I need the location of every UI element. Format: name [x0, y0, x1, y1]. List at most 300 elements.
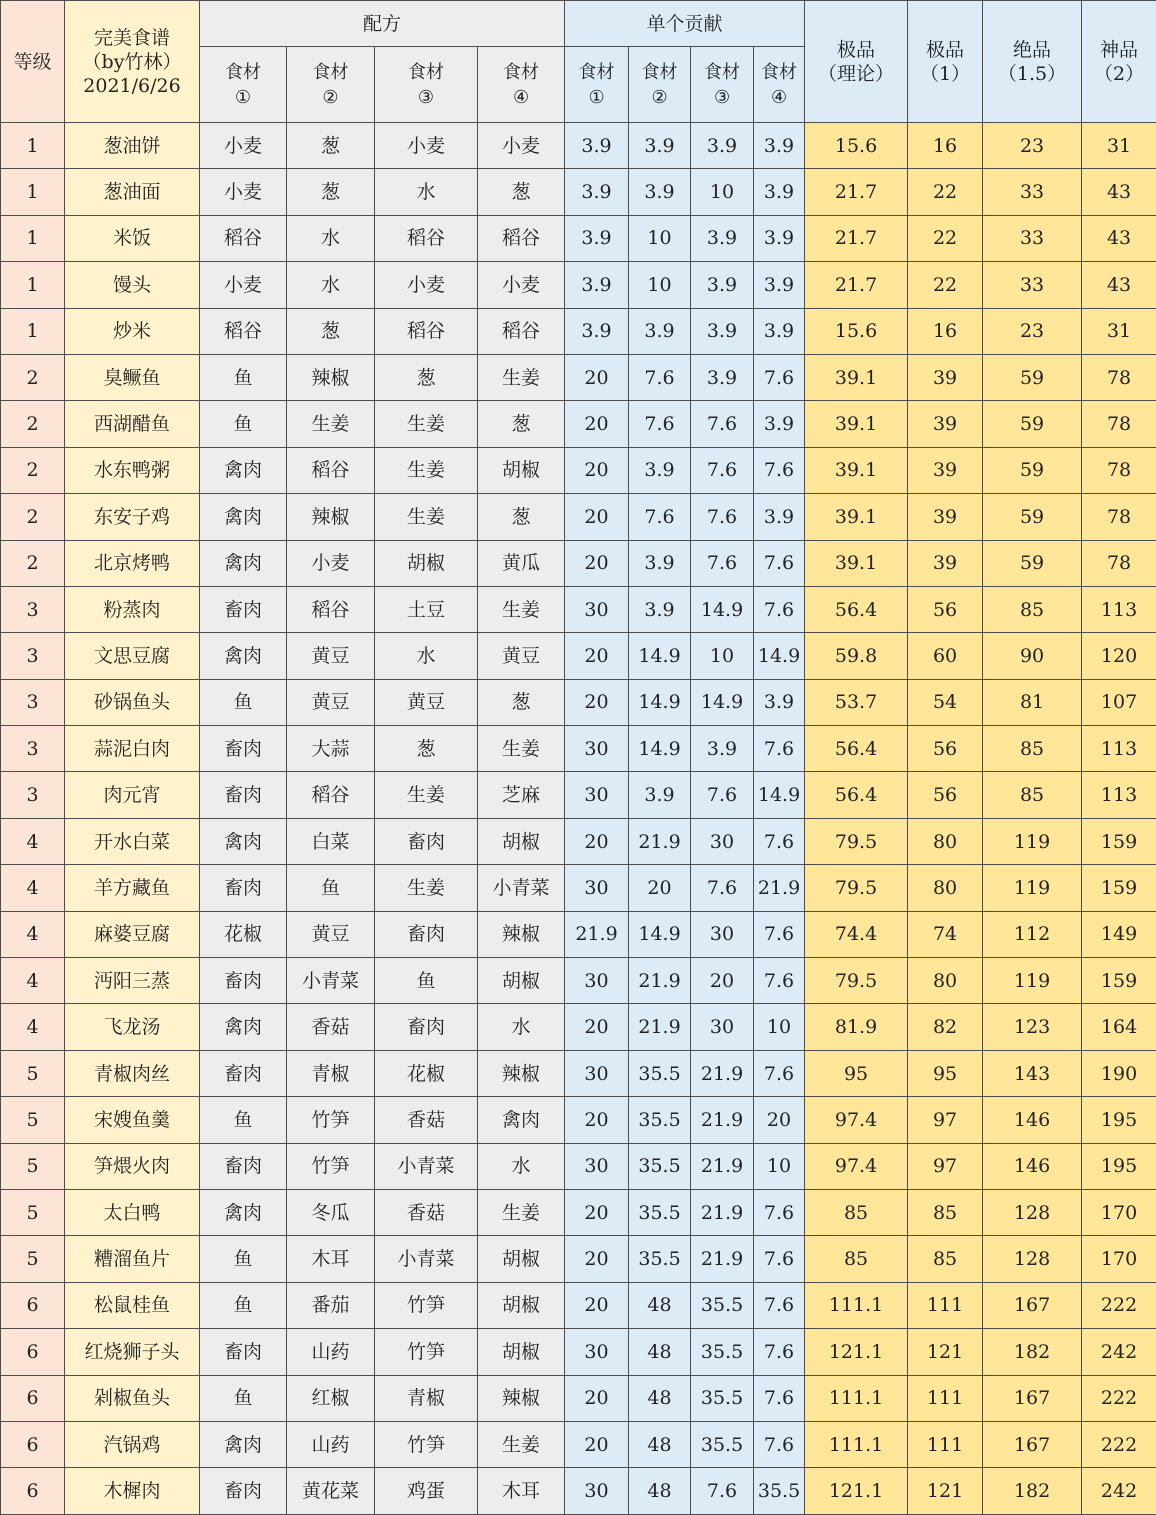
ingredient-cell: 花椒	[375, 1050, 478, 1096]
contrib-cell: 20	[565, 1004, 629, 1050]
score-1-cell: 60	[908, 633, 983, 679]
contrib-cell: 7.6	[629, 354, 691, 400]
contrib-cell: 14.9	[629, 726, 691, 772]
score-theory-cell: 39.1	[805, 494, 908, 540]
contrib-cell: 30	[691, 1004, 754, 1050]
contrib-cell: 7.6	[629, 401, 691, 447]
contrib-col-header: 食材 ③	[691, 47, 754, 123]
contrib-cell: 3.9	[754, 494, 805, 540]
score-theory-cell: 85	[805, 1236, 908, 1282]
contrib-cell: 20	[565, 1189, 629, 1235]
ingredient-cell: 大蒜	[287, 726, 375, 772]
table-row	[1, 1143, 1156, 1189]
score-1-5-cell: 128	[983, 1236, 1082, 1282]
score-2-cell: 170	[1082, 1236, 1156, 1282]
level-cell: 2	[1, 447, 65, 493]
table-row	[1, 494, 1156, 540]
contrib-cell: 7.6	[754, 354, 805, 400]
dish-name-cell: 羊方藏鱼	[65, 865, 200, 911]
contrib-col-header: 食材 ②	[629, 47, 691, 123]
score-1-cell: 74	[908, 911, 983, 957]
contrib-cell: 30	[565, 958, 629, 1004]
ingredient-cell: 鱼	[200, 679, 287, 725]
ingredient-cell: 竹笋	[287, 1143, 375, 1189]
contrib-cell: 7.6	[754, 1282, 805, 1328]
contrib-cell: 35.5	[629, 1097, 691, 1143]
ingredient-cell: 辣椒	[287, 354, 375, 400]
score-1-5-cell: 33	[983, 262, 1082, 308]
table-row	[1, 308, 1156, 354]
contrib-cell: 20	[565, 447, 629, 493]
level-cell: 6	[1, 1375, 65, 1421]
ingredient-cell: 生姜	[478, 586, 565, 632]
ingredient-cell: 生姜	[287, 401, 375, 447]
score-1-cell: 16	[908, 308, 983, 354]
contrib-cell: 3.9	[691, 123, 754, 169]
score-1-5-cell: 33	[983, 215, 1082, 261]
level-cell: 1	[1, 308, 65, 354]
ingredient-cell: 生姜	[478, 1421, 565, 1467]
ingredient-cell: 胡椒	[478, 447, 565, 493]
ingredient-cell: 禽肉	[200, 633, 287, 679]
ingredient-cell: 小麦	[478, 262, 565, 308]
ingredient-cell: 禽肉	[200, 540, 287, 586]
level-cell: 3	[1, 633, 65, 679]
level-cell: 5	[1, 1097, 65, 1143]
ingredient-cell: 黄花菜	[287, 1468, 375, 1514]
dish-name-cell: 宋嫂鱼羹	[65, 1097, 200, 1143]
ingredient-cell: 白菜	[287, 818, 375, 864]
score-theory-cell: 21.7	[805, 262, 908, 308]
level-cell: 6	[1, 1421, 65, 1467]
contrib-cell: 7.6	[754, 726, 805, 772]
table-row	[1, 865, 1156, 911]
score-1-cell: 85	[908, 1236, 983, 1282]
score-2-cell: 120	[1082, 633, 1156, 679]
dish-name-cell: 红烧狮子头	[65, 1329, 200, 1375]
score-1-cell: 39	[908, 447, 983, 493]
table-row	[1, 1421, 1156, 1467]
score-1-5-cell: 167	[983, 1375, 1082, 1421]
title-line: 2021/6/26	[65, 74, 199, 98]
contrib-cell: 20	[565, 1282, 629, 1328]
contrib-cell: 35.5	[691, 1375, 754, 1421]
level-cell: 5	[1, 1143, 65, 1189]
ingredient-cell: 畜肉	[200, 586, 287, 632]
score-1-5-cell: 85	[983, 772, 1082, 818]
contrib-cell: 30	[565, 586, 629, 632]
contrib-cell: 7.6	[754, 1421, 805, 1467]
score-2-cell: 113	[1082, 772, 1156, 818]
contrib-cell: 14.9	[754, 633, 805, 679]
contrib-cell: 35.5	[691, 1282, 754, 1328]
ingredient-cell: 小麦	[200, 123, 287, 169]
contrib-cell: 20	[565, 401, 629, 447]
ingredient-cell: 竹笋	[375, 1282, 478, 1328]
score-theory-cell: 15.6	[805, 308, 908, 354]
ingredient-cell: 畜肉	[375, 818, 478, 864]
score-1-5-cell: 146	[983, 1143, 1082, 1189]
score-theory-cell: 56.4	[805, 726, 908, 772]
contrib-cell: 21.9	[629, 958, 691, 1004]
ingredient-cell: 黄豆	[375, 679, 478, 725]
contrib-cell: 14.9	[629, 911, 691, 957]
ingredient-cell: 黄豆	[287, 911, 375, 957]
score-1-cell: 39	[908, 540, 983, 586]
ingredient-cell: 芝麻	[478, 772, 565, 818]
level-cell: 5	[1, 1050, 65, 1096]
score-1-cell: 111	[908, 1282, 983, 1328]
score-header-1	[908, 1, 983, 123]
table-row	[1, 540, 1156, 586]
score-theory-cell: 81.9	[805, 1004, 908, 1050]
contrib-cell: 3.9	[629, 772, 691, 818]
score-1-cell: 85	[908, 1189, 983, 1235]
contrib-group-header: 单个贡献	[565, 1, 805, 47]
score-1-5-cell: 128	[983, 1189, 1082, 1235]
ingredient-cell: 稻谷	[200, 308, 287, 354]
dish-name-cell: 西湖醋鱼	[65, 401, 200, 447]
score-1-5-cell: 90	[983, 633, 1082, 679]
score-2-cell: 113	[1082, 726, 1156, 772]
contrib-cell: 30	[565, 1329, 629, 1375]
score-2-cell: 242	[1082, 1329, 1156, 1375]
contrib-cell: 30	[565, 1143, 629, 1189]
score-1-5-cell: 119	[983, 865, 1082, 911]
score-1-cell: 97	[908, 1143, 983, 1189]
contrib-cell: 3.9	[754, 679, 805, 725]
contrib-cell: 3.9	[629, 447, 691, 493]
contrib-cell: 3.9	[754, 123, 805, 169]
dish-name-cell: 沔阳三蒸	[65, 958, 200, 1004]
score-theory-cell: 39.1	[805, 447, 908, 493]
dish-name-cell: 砂锅鱼头	[65, 679, 200, 725]
dish-name-cell: 青椒肉丝	[65, 1050, 200, 1096]
score-2-cell: 78	[1082, 354, 1156, 400]
score-theory-cell: 121.1	[805, 1329, 908, 1375]
contrib-cell: 3.9	[565, 123, 629, 169]
score-1-cell: 56	[908, 772, 983, 818]
contrib-cell: 30	[565, 865, 629, 911]
score-1-cell: 111	[908, 1375, 983, 1421]
table-row	[1, 1375, 1156, 1421]
ingredient-cell: 鱼	[200, 354, 287, 400]
ingredient-cell: 花椒	[200, 911, 287, 957]
contrib-cell: 35.5	[691, 1329, 754, 1375]
contrib-cell: 20	[565, 633, 629, 679]
score-1-cell: 39	[908, 494, 983, 540]
ingredient-cell: 畜肉	[200, 726, 287, 772]
score-1-5-cell: 182	[983, 1329, 1082, 1375]
level-cell: 2	[1, 354, 65, 400]
contrib-cell: 14.9	[629, 633, 691, 679]
score-theory-cell: 111.1	[805, 1282, 908, 1328]
level-cell: 4	[1, 818, 65, 864]
recipe-group-header: 配方	[200, 1, 565, 47]
contrib-cell: 7.6	[691, 401, 754, 447]
ingredient-col-header: 食材 ②	[287, 47, 375, 123]
table-row	[1, 958, 1156, 1004]
contrib-cell: 35.5	[629, 1050, 691, 1096]
contrib-cell: 35.5	[629, 1143, 691, 1189]
contrib-cell: 7.6	[754, 1050, 805, 1096]
score-header-2	[1082, 1, 1156, 123]
score-1-5-cell: 119	[983, 818, 1082, 864]
ingredient-cell: 番茄	[287, 1282, 375, 1328]
score-2-cell: 164	[1082, 1004, 1156, 1050]
ingredient-cell: 小青菜	[375, 1143, 478, 1189]
score-theory-cell: 97.4	[805, 1143, 908, 1189]
contrib-cell: 14.9	[691, 586, 754, 632]
contrib-cell: 20	[691, 958, 754, 1004]
score-header-line: 绝品	[983, 38, 1081, 62]
ingredient-cell: 黄豆	[478, 633, 565, 679]
score-theory-cell: 111.1	[805, 1421, 908, 1467]
ingredient-cell: 木耳	[287, 1236, 375, 1282]
contrib-cell: 7.6	[691, 494, 754, 540]
ingredient-cell: 稻谷	[287, 772, 375, 818]
contrib-cell: 7.6	[754, 818, 805, 864]
ingredient-cell: 畜肉	[200, 865, 287, 911]
ingredient-cell: 禽肉	[200, 1004, 287, 1050]
table-row	[1, 1097, 1156, 1143]
ingredient-cell: 鱼	[200, 1097, 287, 1143]
level-cell: 3	[1, 772, 65, 818]
level-cell: 1	[1, 169, 65, 215]
ingredient-cell: 土豆	[375, 586, 478, 632]
title-line: 完美食谱	[65, 26, 199, 50]
contrib-cell: 20	[565, 1236, 629, 1282]
level-header: 等级	[1, 1, 65, 123]
level-cell: 6	[1, 1468, 65, 1514]
ingredient-cell: 黄豆	[287, 679, 375, 725]
score-theory-cell: 21.7	[805, 215, 908, 261]
table-row	[1, 1282, 1156, 1328]
contrib-cell: 21.9	[691, 1097, 754, 1143]
contrib-cell: 3.9	[565, 215, 629, 261]
score-1-5-cell: 23	[983, 123, 1082, 169]
ingredient-col-header: 食材 ④	[478, 47, 565, 123]
ingredient-cell: 葱	[287, 308, 375, 354]
score-theory-cell: 59.8	[805, 633, 908, 679]
ingredient-cell: 生姜	[478, 1189, 565, 1235]
dish-name-cell: 臭鳜鱼	[65, 354, 200, 400]
ingredient-cell: 鱼	[200, 1282, 287, 1328]
score-2-cell: 159	[1082, 958, 1156, 1004]
score-2-cell: 195	[1082, 1143, 1156, 1189]
contrib-cell: 20	[629, 865, 691, 911]
ingredient-cell: 竹笋	[375, 1329, 478, 1375]
contrib-cell: 3.9	[754, 262, 805, 308]
contrib-cell: 30	[565, 1050, 629, 1096]
score-header-line: （1.5）	[983, 62, 1081, 86]
score-2-cell: 170	[1082, 1189, 1156, 1235]
contrib-cell: 3.9	[754, 401, 805, 447]
ingredient-cell: 香菇	[375, 1189, 478, 1235]
ingredient-cell: 香菇	[375, 1097, 478, 1143]
table-row	[1, 262, 1156, 308]
score-2-cell: 159	[1082, 865, 1156, 911]
ingredient-cell: 红椒	[287, 1375, 375, 1421]
contrib-cell: 35.5	[691, 1421, 754, 1467]
score-1-5-cell: 23	[983, 308, 1082, 354]
ingredient-cell: 胡椒	[478, 1329, 565, 1375]
ingredient-cell: 水	[478, 1004, 565, 1050]
ingredient-cell: 葱	[375, 726, 478, 772]
ingredient-cell: 葱	[287, 169, 375, 215]
table-row	[1, 911, 1156, 957]
title-header	[65, 1, 200, 123]
ingredient-cell: 禽肉	[200, 1421, 287, 1467]
ingredient-cell: 稻谷	[200, 215, 287, 261]
ingredient-cell: 木耳	[478, 1468, 565, 1514]
ingredient-cell: 生姜	[375, 772, 478, 818]
level-cell: 5	[1, 1189, 65, 1235]
score-2-cell: 78	[1082, 401, 1156, 447]
ingredient-cell: 生姜	[375, 401, 478, 447]
dish-name-cell: 葱油饼	[65, 123, 200, 169]
dish-name-cell: 笋煨火肉	[65, 1143, 200, 1189]
score-1-5-cell: 119	[983, 958, 1082, 1004]
ingredient-cell: 小麦	[287, 540, 375, 586]
ingredient-cell: 水	[287, 215, 375, 261]
dish-name-cell: 东安子鸡	[65, 494, 200, 540]
score-2-cell: 43	[1082, 262, 1156, 308]
score-1-cell: 56	[908, 726, 983, 772]
level-cell: 6	[1, 1329, 65, 1375]
contrib-cell: 20	[565, 1097, 629, 1143]
score-header-line: 神品	[1082, 38, 1156, 62]
ingredient-cell: 生姜	[375, 447, 478, 493]
table-row	[1, 1050, 1156, 1096]
score-theory-cell: 85	[805, 1189, 908, 1235]
score-2-cell: 190	[1082, 1050, 1156, 1096]
ingredient-cell: 鸡蛋	[375, 1468, 478, 1514]
score-1-cell: 80	[908, 818, 983, 864]
contrib-cell: 7.6	[629, 494, 691, 540]
score-theory-cell: 79.5	[805, 865, 908, 911]
table-row	[1, 401, 1156, 447]
contrib-cell: 3.9	[754, 169, 805, 215]
score-theory-cell: 56.4	[805, 772, 908, 818]
contrib-cell: 3.9	[565, 262, 629, 308]
table-row	[1, 169, 1156, 215]
ingredient-cell: 竹笋	[375, 1421, 478, 1467]
contrib-cell: 35.5	[629, 1236, 691, 1282]
level-cell: 4	[1, 911, 65, 957]
contrib-cell: 21.9	[691, 1050, 754, 1096]
dish-name-cell: 剁椒鱼头	[65, 1375, 200, 1421]
ingredient-cell: 黄瓜	[478, 540, 565, 586]
ingredient-col-header: 食材 ③	[375, 47, 478, 123]
contrib-cell: 3.9	[691, 354, 754, 400]
table-row	[1, 1004, 1156, 1050]
score-theory-cell: 79.5	[805, 818, 908, 864]
ingredient-cell: 葱	[478, 169, 565, 215]
score-1-5-cell: 59	[983, 540, 1082, 586]
ingredient-cell: 胡椒	[478, 1236, 565, 1282]
score-1-cell: 95	[908, 1050, 983, 1096]
score-1-cell: 56	[908, 586, 983, 632]
score-header-line: 极品	[908, 38, 982, 62]
ingredient-cell: 生姜	[478, 354, 565, 400]
ingredient-cell: 禽肉	[200, 447, 287, 493]
ingredient-cell: 畜肉	[375, 911, 478, 957]
ingredient-cell: 辣椒	[287, 494, 375, 540]
contrib-cell: 20	[565, 354, 629, 400]
ingredient-cell: 稻谷	[478, 215, 565, 261]
ingredient-cell: 黄豆	[287, 633, 375, 679]
ingredient-cell: 小青菜	[478, 865, 565, 911]
contrib-cell: 21.9	[691, 1189, 754, 1235]
contrib-cell: 7.6	[754, 540, 805, 586]
score-header-line: 极品	[805, 38, 907, 62]
ingredient-cell: 稻谷	[287, 586, 375, 632]
contrib-cell: 20	[565, 818, 629, 864]
table-row	[1, 679, 1156, 725]
contrib-cell: 30	[565, 726, 629, 772]
score-1-5-cell: 59	[983, 401, 1082, 447]
dish-name-cell: 蒜泥白肉	[65, 726, 200, 772]
contrib-cell: 30	[565, 1468, 629, 1514]
ingredient-cell: 葱	[478, 401, 565, 447]
score-1-cell: 80	[908, 958, 983, 1004]
level-cell: 4	[1, 958, 65, 1004]
dish-name-cell: 炒米	[65, 308, 200, 354]
score-2-cell: 78	[1082, 540, 1156, 586]
score-theory-cell: 21.7	[805, 169, 908, 215]
table-row	[1, 1468, 1156, 1514]
dish-name-cell: 文思豆腐	[65, 633, 200, 679]
ingredient-cell: 青椒	[375, 1375, 478, 1421]
contrib-cell: 7.6	[754, 1236, 805, 1282]
ingredient-cell: 香菇	[287, 1004, 375, 1050]
contrib-cell: 3.9	[565, 169, 629, 215]
score-theory-cell: 39.1	[805, 540, 908, 586]
ingredient-cell: 葱	[478, 679, 565, 725]
table-row	[1, 633, 1156, 679]
score-1-5-cell: 123	[983, 1004, 1082, 1050]
contrib-cell: 7.6	[754, 1329, 805, 1375]
score-1-cell: 54	[908, 679, 983, 725]
score-1-5-cell: 85	[983, 726, 1082, 772]
dish-name-cell: 飞龙汤	[65, 1004, 200, 1050]
ingredient-cell: 畜肉	[200, 1329, 287, 1375]
contrib-cell: 10	[629, 215, 691, 261]
score-2-cell: 31	[1082, 308, 1156, 354]
contrib-cell: 30	[565, 772, 629, 818]
score-2-cell: 43	[1082, 215, 1156, 261]
contrib-cell: 20	[565, 1375, 629, 1421]
score-2-cell: 222	[1082, 1282, 1156, 1328]
score-1-5-cell: 59	[983, 447, 1082, 493]
ingredient-cell: 水	[375, 169, 478, 215]
dish-name-cell: 米饭	[65, 215, 200, 261]
contrib-cell: 3.9	[629, 586, 691, 632]
dish-name-cell: 馒头	[65, 262, 200, 308]
score-1-cell: 121	[908, 1468, 983, 1514]
ingredient-cell: 畜肉	[200, 1050, 287, 1096]
contrib-cell: 48	[629, 1375, 691, 1421]
contrib-cell: 20	[565, 1421, 629, 1467]
ingredient-cell: 冬瓜	[287, 1189, 375, 1235]
contrib-cell: 3.9	[629, 308, 691, 354]
contrib-cell: 21.9	[754, 865, 805, 911]
score-theory-cell: 97.4	[805, 1097, 908, 1143]
dish-name-cell: 木樨肉	[65, 1468, 200, 1514]
score-theory-cell: 39.1	[805, 401, 908, 447]
dish-name-cell: 糟溜鱼片	[65, 1236, 200, 1282]
